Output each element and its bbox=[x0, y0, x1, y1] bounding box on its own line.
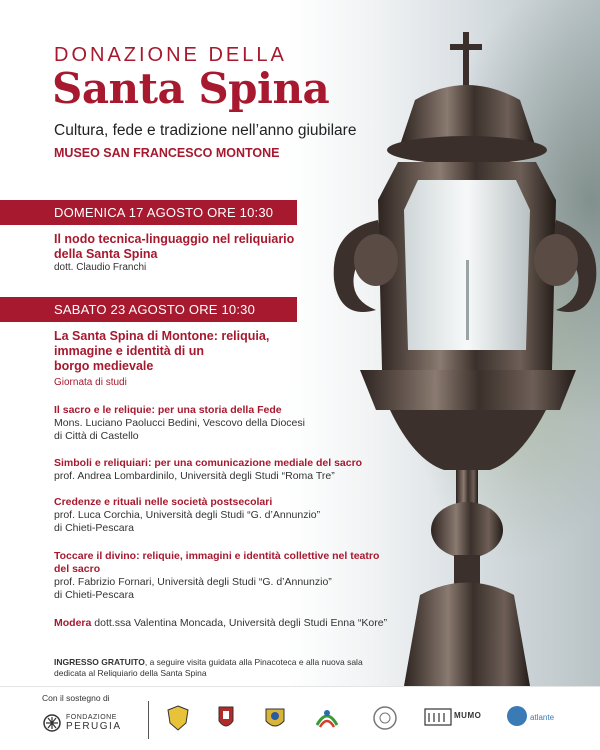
talk-title-day2 bbox=[54, 329, 324, 374]
title-prefix: DONAZIONE DELLA bbox=[54, 44, 287, 66]
partner-logo bbox=[372, 705, 398, 731]
session-speaker: di Chieti-Pescara bbox=[54, 522, 134, 534]
partner-logo bbox=[218, 705, 234, 731]
entry-info bbox=[54, 657, 434, 679]
session-speaker: di Chieti-Pescara bbox=[54, 589, 134, 601]
partner-logo bbox=[166, 705, 190, 731]
session-speaker: prof. Fabrizio Fornari, Università degli Studi “G. d’Annunzio” bbox=[54, 576, 332, 588]
moderator bbox=[54, 617, 387, 629]
mumo-logo-text: MUMO bbox=[454, 711, 482, 720]
fondazione-perugia-text bbox=[66, 713, 122, 731]
session-speaker: prof. Luca Corchia, Università degli Studi “G. d’Annunzio” bbox=[54, 509, 321, 521]
sponsor-footer bbox=[0, 686, 600, 750]
fondazione-label: FONDAZIONE bbox=[66, 714, 117, 721]
session-title: Il sacro e le reliquie: per una storia della Fede bbox=[54, 404, 282, 416]
session-speaker: di Città di Castello bbox=[54, 430, 139, 442]
session-item bbox=[54, 496, 414, 535]
session-title: Credenze e rituali nelle società postsecolari bbox=[54, 496, 273, 508]
date-bar-day2: SABATO 23 AGOSTO ORE 10:30 bbox=[0, 297, 297, 322]
partner-logo bbox=[506, 705, 528, 727]
perugia-label: PERUGIA bbox=[66, 721, 122, 732]
partner-logo bbox=[424, 705, 452, 727]
talk-title-line: La Santa Spina di Montone: reliquia, bbox=[54, 329, 270, 343]
subtitle: Cultura, fede e tradizione nell’anno giubilare bbox=[54, 122, 357, 139]
session-speaker: Mons. Luciano Paolucci Bedini, Vescovo della Diocesi bbox=[54, 417, 305, 429]
session-title: del sacro bbox=[54, 563, 101, 575]
talk-title-line: borgo medievale bbox=[54, 359, 154, 373]
entry-text: , a seguire visita guidata alla Pinacoteca e alla nuova sala bbox=[144, 657, 363, 667]
session-item bbox=[54, 550, 414, 602]
session-speaker: prof. Andrea Lombardinilo, Università degli Studi “Roma Tre” bbox=[54, 470, 335, 482]
talk-title-day1 bbox=[54, 232, 324, 262]
entry-text: dedicata al Reliquiario della Santa Spina bbox=[54, 668, 207, 678]
moderator-label: Modera bbox=[54, 617, 92, 629]
venue: MUSEO SAN FRANCESCO MONTONE bbox=[54, 146, 280, 160]
date-bar-day1: DOMENICA 17 AGOSTO ORE 10:30 bbox=[0, 200, 297, 225]
partner-logo bbox=[264, 705, 286, 731]
page-title: Santa Spina bbox=[52, 64, 330, 113]
footer-divider bbox=[148, 701, 149, 739]
talk-speaker-day1: dott. Claudio Franchi bbox=[54, 262, 147, 273]
session-item bbox=[54, 457, 414, 483]
talk-title-line: della Santa Spina bbox=[54, 247, 158, 261]
day-note: Giornata di studi bbox=[54, 377, 127, 388]
session-item bbox=[54, 404, 414, 443]
atlante-logo-text: atlante bbox=[530, 713, 555, 722]
session-title: Simboli e reliquiari: per una comunicazione mediale del sacro bbox=[54, 457, 363, 469]
session-title: Toccare il divino: reliquie, immagini e identità collettive nel teatro bbox=[54, 550, 380, 562]
support-label: Con il sostegno di bbox=[42, 693, 110, 703]
moderator-name: dott.ssa Valentina Moncada, Università degli Studi Enna “Kore” bbox=[94, 617, 388, 629]
entry-free: INGRESSO GRATUITO bbox=[54, 657, 145, 667]
partner-logo bbox=[314, 705, 340, 731]
talk-title-line: Il nodo tecnica-linguaggio nel reliquiario bbox=[54, 232, 295, 246]
talk-title-line: immagine e identità di un bbox=[54, 344, 205, 358]
